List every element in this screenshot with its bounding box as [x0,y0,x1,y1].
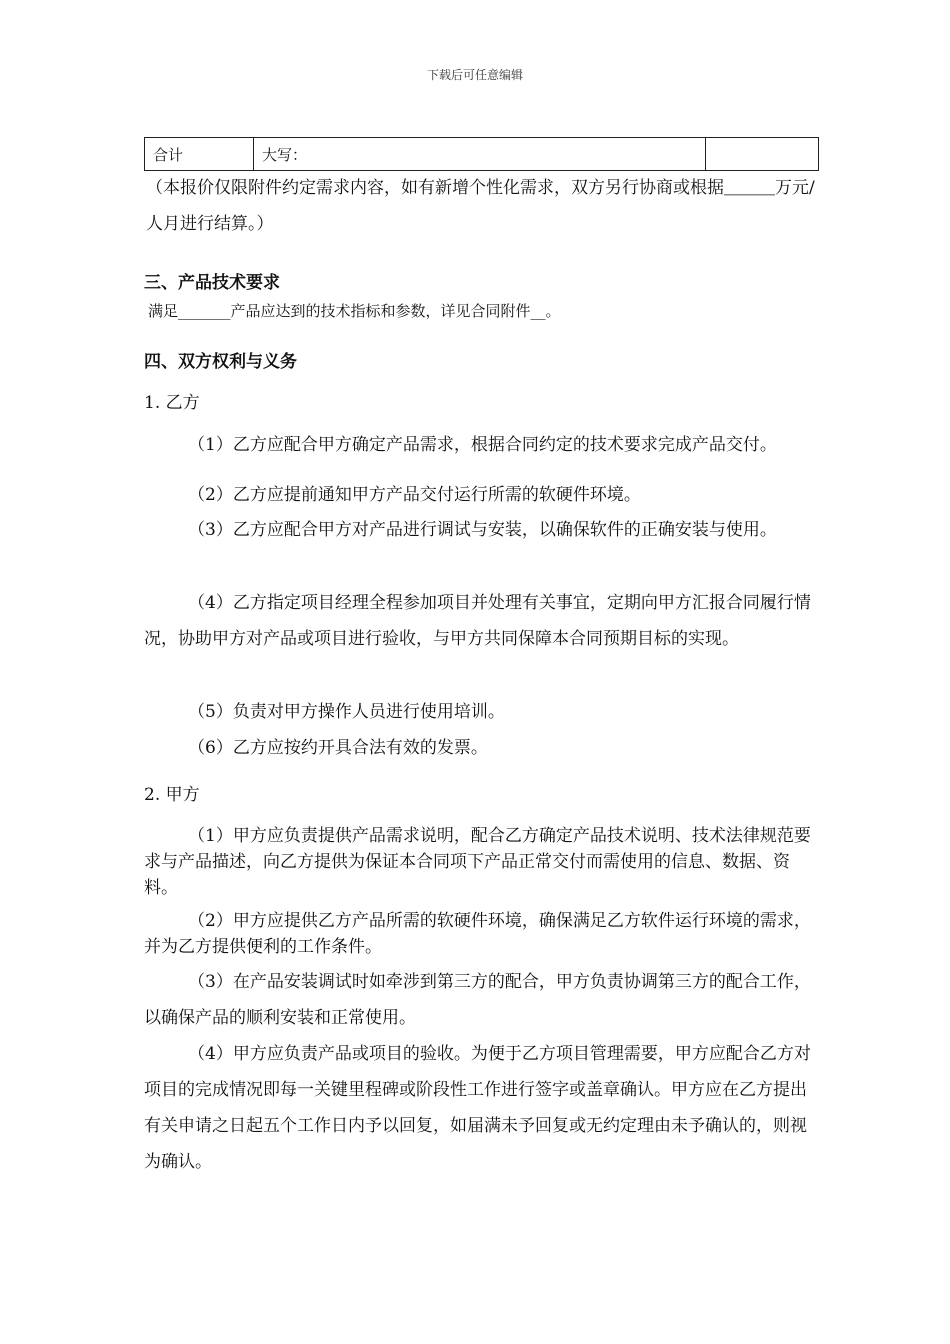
partyB-title: 1. 乙方 [144,393,200,413]
partyA-title: 2. 甲方 [144,785,200,805]
section4-title: 四、双方权利与义务 [144,352,297,372]
partyA-item-1: （1）甲方应负责提供产品需求说明，配合乙方确定产品技术说明、技术法律规范要求与产品描述，向乙方提供为保证本合同项下产品正常交付而需使用的信息、数据、资料。 [144,826,811,898]
partyB-item-5: （5）负责对甲方操作人员进行使用培训。 [188,702,505,722]
table-row [145,138,819,171]
partyA-item-4: （4）甲方应负责产品或项目的验收。为便于乙方项目管理需要，甲方应配合乙方对项目的完成情况即每一关键里程碑或阶段性工作进行签字或盖章确认。甲方应在乙方提出有关申请之日起五个工作日内予以回复，如届满未予回复或无约定理由未予确认的，则视为确认。 [144,1044,811,1172]
partyB-item-1: （1）乙方应配合甲方确定产品需求，根据合同约定的技术要求完成产品交付。 [188,435,777,455]
partyB-item-2: （2）乙方应提前通知甲方产品交付运行所需的软硬件环境。 [188,485,641,505]
partyB-item-6: （6）乙方应按约开具合法有效的发票。 [188,738,488,758]
pricing-note: （本报价仅限附件约定需求内容，如有新增个性化需求，双方另行协商或根据＿＿＿万元/人月进行结算。） [146,178,815,234]
total-label-cell: 合计 [145,138,254,171]
section3-title: 三、产品技术要求 [144,273,280,293]
page-header: 下载后可任意编辑 [426,68,523,82]
partyB-item-4: （4）乙方指定项目经理全程参加项目并处理有关事宜，定期向甲方汇报合同履行情况，协助甲方对产品或项目进行验收，与甲方共同保障本合同预期目标的实现。 [144,593,811,649]
total-table [144,137,819,171]
section3-text: 满足_______产品应达到的技术指标和参数，详见合同附件__。 [148,302,561,320]
partyB-item-3: （3）乙方应配合甲方对产品进行调试与安装，以确保软件的正确安装与使用。 [188,520,777,540]
partyA-item-3: （3）在产品安装调试时如牵涉到第三方的配合，甲方负责协调第三方的配合工作，以确保产品的顺利安装和正常使用。 [144,972,811,1028]
partyA-item-2: （2）甲方应提供乙方产品所需的软硬件环境，确保满足乙方软件运行环境的需求，并为乙方提供便利的工作条件。 [144,911,811,957]
caps-amount-cell: 大写： [254,138,706,171]
amount-cell [706,138,819,171]
